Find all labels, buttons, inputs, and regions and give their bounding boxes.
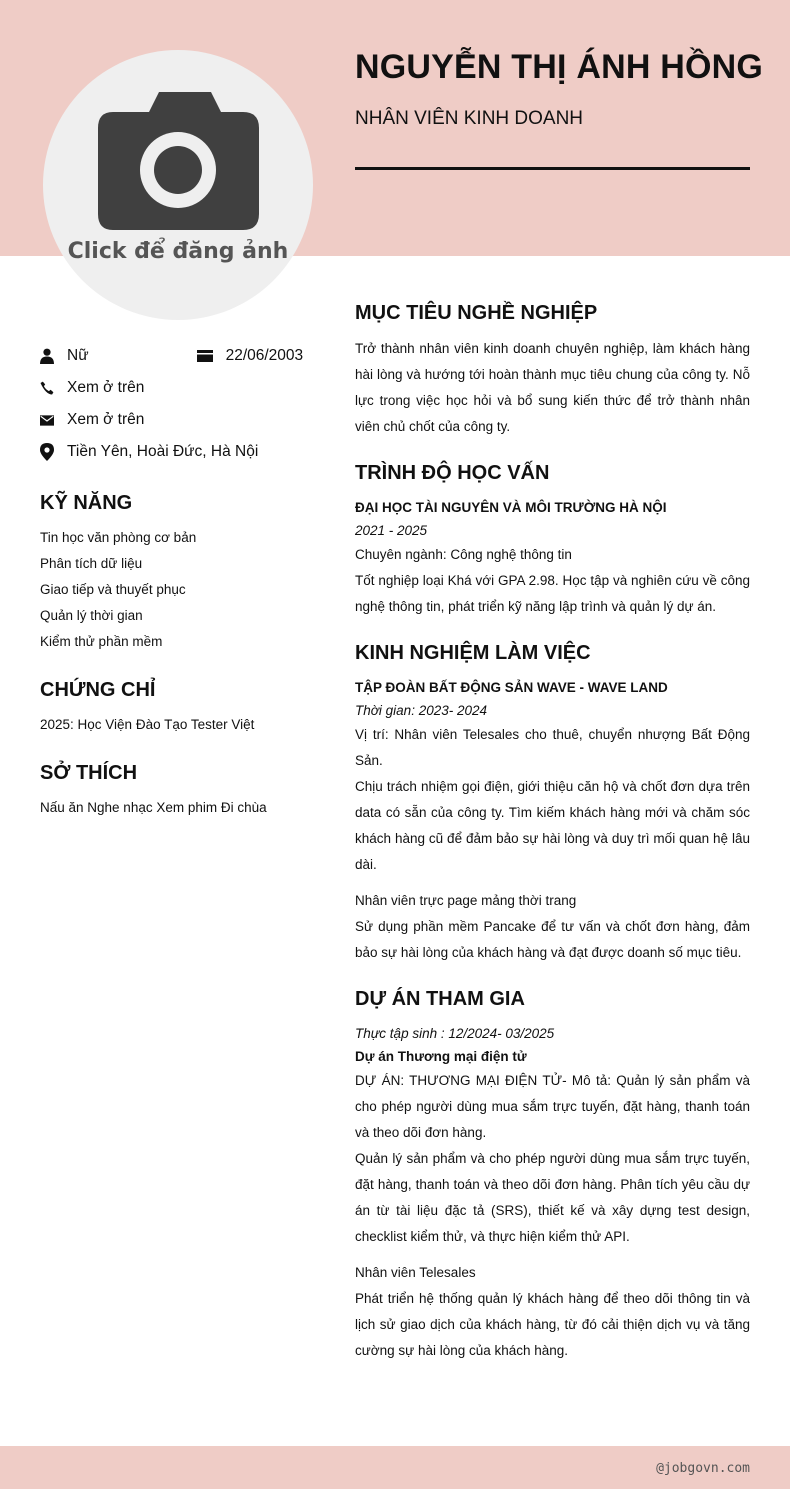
education-heading: TRÌNH ĐỘ HỌC VẤN — [355, 462, 550, 484]
left-column — [40, 340, 330, 821]
objective-text: Trở thành nhân viên kinh doanh chuyên nghiệp, làm khách hàng hài lòng và hướng tới hoàn thành mục tiêu chung của công ty. Nỗ lực trong việc học hỏi và bổ sung kiến thức để trở thành nhân viên chủ chốt của công ty. — [355, 341, 750, 434]
education-period: 2021 - 2025 — [355, 523, 428, 538]
project-job2-desc: Phát triển hệ thống quản lý khách hàng để theo dõi thông tin và lịch sử giao dịch của khách hàng, từ đó cải thiện dịch vụ và tăng cường sự hài lòng của khách hàng. — [355, 1291, 750, 1358]
experience-section — [355, 638, 750, 966]
skill-item: Phân tích dữ liệu — [40, 556, 143, 571]
experience-desc: Chịu trách nhiệm gọi điện, giới thiệu căn hộ và chốt đơn dựa trên data có sẵn của công ty. Tìm kiếm khách hàng mới và chăm sóc khách hàng cũ để đảm bảo sự hài lòng và duy trì mối quan hệ lâu dài. — [355, 779, 750, 872]
project-desc-2: Quản lý sản phẩm và cho phép người dùng mua sắm trực tuyến, đặt hàng, thanh toán và theo dõi đơn hàng. Phân tích yêu cầu dự án từ tài liệu đặc tả (SRS), thiết kế và xây dựng test design, checklist kiểm thử, và thực hiện kiểm thử API. — [355, 1151, 750, 1244]
objective-heading: MỤC TIÊU NGHỀ NGHIỆP — [355, 302, 598, 324]
email-value: Xem ở trên — [67, 411, 145, 428]
projects-heading: DỰ ÁN THAM GIA — [355, 988, 525, 1010]
calendar-icon — [197, 348, 213, 364]
mail-icon — [40, 412, 54, 428]
phone-value: Xem ở trên — [67, 379, 145, 396]
skill-item: Tin học văn phòng cơ bản — [40, 530, 197, 545]
skills-heading: KỸ NĂNG — [40, 492, 133, 514]
experience-job2-desc: Sử dụng phần mềm Pancake để tư vấn và chốt đơn hàng, đảm bảo sự hài lòng của khách hàng và đạt được doanh số mục tiêu. — [355, 919, 750, 960]
experience-position: Vị trí: Nhân viên Telesales cho thuê, chuyển nhượng Bất Động Sản. — [355, 727, 750, 768]
phone-icon — [40, 380, 54, 396]
company-name: TẬP ĐOÀN BẤT ĐỘNG SẢN WAVE - WAVE LAND — [355, 680, 668, 695]
education-major: Chuyên ngành: Công nghệ thông tin — [355, 547, 572, 562]
experience-period: Thời gian: 2023- 2024 — [355, 703, 488, 718]
footer-watermark: @jobgovn.com — [656, 1461, 750, 1476]
school-name: ĐẠI HỌC TÀI NGUYÊN VÀ MÔI TRƯỜNG HÀ NỘI — [355, 500, 667, 515]
education-desc: Tốt nghiệp loại Khá với GPA 2.98. Học tập và nghiên cứu về công nghệ thông tin, phát triển kỹ năng lập trình và quản lý dự án. — [355, 573, 750, 614]
skill-item: Giao tiếp và thuyết phục — [40, 582, 186, 597]
header-divider — [355, 167, 750, 170]
cert-item: 2025: Học Viện Đào Tạo Tester Việt — [40, 717, 255, 732]
projects-section — [355, 984, 750, 1364]
gender-value: Nữ — [67, 347, 89, 364]
person-icon — [40, 348, 54, 364]
right-column — [355, 298, 750, 1382]
candidate-name: NGUYỄN THỊ ÁNH HỒNG — [355, 48, 764, 86]
objective-section — [355, 298, 750, 440]
camera-icon — [97, 90, 259, 232]
experience-heading: KINH NGHIỆM LÀM VIỆC — [355, 642, 591, 664]
project-name: Dự án Thương mại điện tử — [355, 1049, 527, 1064]
avatar-upload[interactable] — [43, 50, 313, 320]
candidate-role: NHÂN VIÊN KINH DOANH — [355, 108, 584, 129]
dob-value: 22/06/2003 — [225, 347, 304, 364]
certs-heading: CHỨNG CHỈ — [40, 679, 156, 701]
education-section — [355, 458, 750, 620]
hobbies-text: Nấu ăn Nghe nhạc Xem phim Đi chùa — [40, 800, 267, 815]
skill-item: Kiểm thử phần mềm — [40, 634, 163, 649]
experience-job2-title: Nhân viên trực page mảng thời trang — [355, 893, 577, 908]
skill-item: Quản lý thời gian — [40, 608, 143, 623]
avatar-upload-label: Click để đăng ảnh — [67, 239, 289, 264]
location-pin-icon — [40, 444, 54, 460]
contact-row-email — [40, 404, 330, 436]
contact-row-gender-dob — [40, 340, 330, 372]
hobbies-heading: SỞ THÍCH — [40, 762, 138, 784]
contact-row-phone — [40, 372, 330, 404]
project-desc-1: DỰ ÁN: THƯƠNG MẠI ĐIỆN TỬ- Mô tả: Quản lý sản phẩm và cho phép người dùng mua sắm trực tuyến, đặt hàng, thanh toán và theo dõi đơn hàng. — [355, 1073, 750, 1140]
contact-row-address — [40, 436, 330, 468]
skills-list — [40, 525, 330, 655]
address-value: Tiền Yên, Hoài Đức, Hà Nội — [67, 443, 259, 460]
project-period: Thực tập sinh : 12/2024- 03/2025 — [355, 1026, 555, 1041]
project-job2-title: Nhân viên Telesales — [355, 1265, 476, 1280]
